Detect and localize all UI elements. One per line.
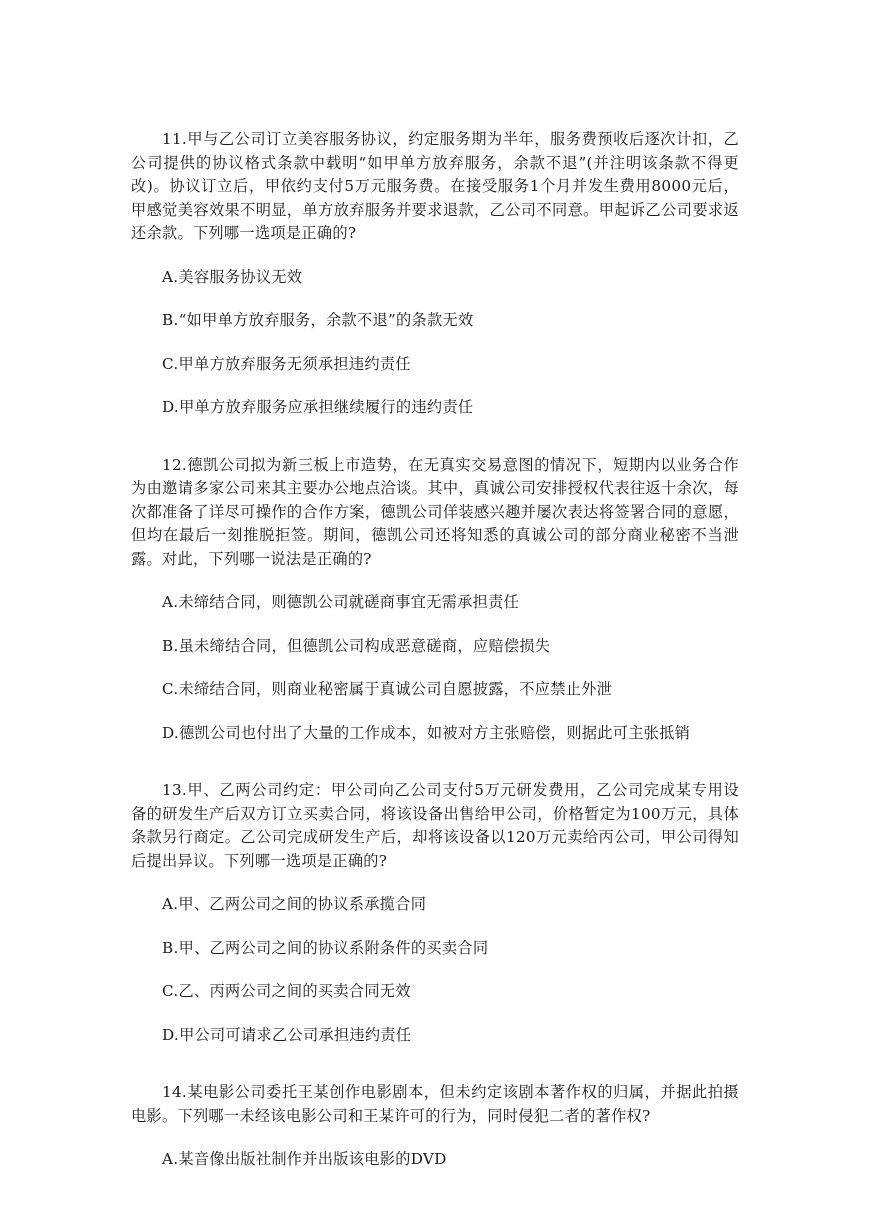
question-stem: 12.德凯公司拟为新三板上市造势，在无真实交易意图的情况下，短期内以业务合作为由邀请多家公司来其主要办公地点洽谈。其中，真诚公司安排授权代表往返十余次，每次都准备了详尽可操作的合作方案，德凯公司佯装感兴趣并屡次表达将签署合同的意愿，但均在最后一刻推脱拒签。期间，德凯公司还将知悉的真诚公司的部分商业秘密不当泄露。对此，下列哪一说法是正确的? [131,455,739,568]
spacer [131,1061,739,1081]
spacer [131,759,739,779]
question-stem: 14.某电影公司委托王某创作电影剧本，但未约定该剧本著作权的归属，并据此拍摄电影。下列哪一未经该电影公司和王某许可的行为，同时侵犯二者的著作权? [131,1083,739,1125]
option-c: C.甲单方放弃服务无须承担违约责任 [162,354,411,373]
option-b: B.甲、乙两公司之间的协议系附条件的买卖合同 [162,938,489,957]
option-list [131,1148,739,1172]
option-d: D.德凯公司也付出了大量的工作成本，如被对方主张赔偿，则据此可主张抵销 [162,723,691,742]
option-a: A.甲、乙两公司之间的协议系承揽合同 [162,895,427,913]
option-list [131,591,739,745]
option-c: C.乙、丙两公司之间的买卖合同无效 [162,982,411,1000]
option-b: B.虽未缔结合同，但德凯公司构成恶意磋商，应赔偿损失 [162,636,551,655]
question-13 [131,779,739,1047]
option-d: D.甲单方放弃服务应承担继续履行的违约责任 [162,398,474,416]
option-a: A.未缔结合同，则德凯公司就磋商事宜无需承担责任 [162,593,520,611]
option-b: B.“如甲单方放弃服务，余款不退”的条款无效 [162,311,474,329]
question-14 [131,1081,739,1172]
question-stem: 13.甲、乙两公司约定：甲公司向乙公司支付5万元研发费用，乙公司完成某专用设备的研发生产后双方订立买卖合同，将该设备出售给甲公司，价格暂定为100万元，具体条款另行商定。乙公司完成研发生产后，却将该设备以120万元卖给丙公司，甲公司得知后提出异议。下列哪一选项是正确的? [131,781,739,870]
option-list [131,893,739,1047]
document-body [131,128,739,1186]
question-stem: 11.甲与乙公司订立美容服务协议，约定服务期为半年，服务费预收后逐次计扣，乙公司提供的协议格式条款中载明“如甲单方放弃服务，余款不退”(并注明该条款不得更改)。协议订立后，甲依约支付5万元服务费。在接受服务1个月并发生费用8000元后，甲感觉美容效果不明显，单方放弃服务并要求退款，乙公司不同意。甲起诉乙公司要求返还余款。下列哪一选项是正确的? [131,130,739,242]
spacer [131,434,739,454]
option-d: D.甲公司可请求乙公司承担违约责任 [162,1025,412,1044]
option-list [131,266,739,420]
question-11 [131,128,739,420]
question-12 [131,454,739,746]
option-a: A.美容服务协议无效 [162,267,303,286]
option-c: C.未缔结合同，则商业秘密属于真诚公司自愿披露，不应禁止外泄 [162,680,613,698]
option-a: A.某音像出版社制作并出版该电影的DVD [162,1150,447,1168]
